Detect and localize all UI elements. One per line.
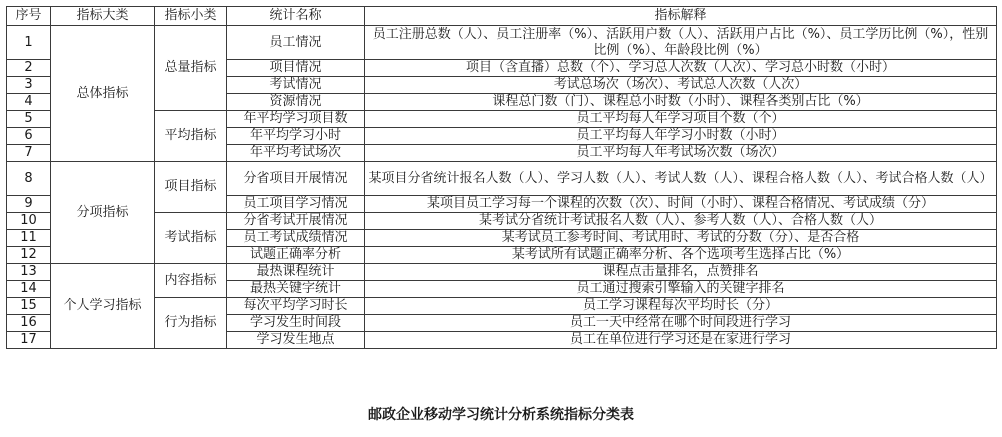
stat-name: 员工项目学习情况 <box>227 196 365 213</box>
table-row <box>7 264 997 281</box>
stat-explanation: 员工学习课程每次平均时长（分） <box>365 298 997 315</box>
category-cell: 个人学习指标 <box>51 264 155 349</box>
header-seq: 序号 <box>7 7 51 26</box>
row-number: 14 <box>7 281 51 298</box>
row-number: 13 <box>7 264 51 281</box>
row-number: 12 <box>7 247 51 264</box>
indicator-table <box>6 6 997 349</box>
stat-explanation: 项目（含直播）总数（个）、学习总人次数（人次）、学习总小时数（小时） <box>365 60 997 77</box>
category-cell: 分项指标 <box>51 162 155 264</box>
table-figure <box>6 6 996 423</box>
stat-explanation: 课程点击量排名，点赞排名 <box>365 264 997 281</box>
stat-name: 年平均学习项目数 <box>227 111 365 128</box>
stat-name: 最热课程统计 <box>227 264 365 281</box>
stat-name: 年平均学习小时 <box>227 128 365 145</box>
stat-name: 资源情况 <box>227 94 365 111</box>
subcategory-cell: 行为指标 <box>155 298 227 349</box>
stat-name: 分省考试开展情况 <box>227 213 365 230</box>
stat-name: 员工考试成绩情况 <box>227 230 365 247</box>
stat-explanation: 某考试所有试题正确率分析、各个选项考生选择占比（%） <box>365 247 997 264</box>
row-number: 1 <box>7 26 51 60</box>
stat-name: 项目情况 <box>227 60 365 77</box>
stat-explanation: 某考试分省统计考试报名人数（人）、参考人数（人）、合格人数（人） <box>365 213 997 230</box>
stat-name: 员工情况 <box>227 26 365 60</box>
stat-explanation: 考试总场次（场次）、考试总人次数（人次） <box>365 77 997 94</box>
row-number: 6 <box>7 128 51 145</box>
stat-name: 考试情况 <box>227 77 365 94</box>
table-row <box>7 111 997 128</box>
stat-explanation: 课程总门数（门）、课程总小时数（小时）、课程各类别占比（%） <box>365 94 997 111</box>
stat-explanation: 某项目分省统计报名人数（人）、学习人数（人）、考试人数（人）、课程合格人数（人）、考试合格人数（人） <box>365 162 997 196</box>
row-number: 4 <box>7 94 51 111</box>
stat-name: 学习发生地点 <box>227 332 365 349</box>
row-number: 9 <box>7 196 51 213</box>
stat-explanation: 某考试员工参考时间、考试用时、考试的分数（分）、是否合格 <box>365 230 997 247</box>
row-number: 5 <box>7 111 51 128</box>
stat-name: 学习发生时间段 <box>227 315 365 332</box>
table-caption: 邮政企业移动学习统计分析系统指标分类表 <box>368 407 634 423</box>
stat-explanation: 员工在单位进行学习还是在家进行学习 <box>365 332 997 349</box>
table-row <box>7 26 997 60</box>
header-stat-name: 统计名称 <box>227 7 365 26</box>
subcategory-cell: 总量指标 <box>155 26 227 111</box>
stat-explanation: 员工一天中经常在哪个时间段进行学习 <box>365 315 997 332</box>
row-number: 16 <box>7 315 51 332</box>
table-row <box>7 213 997 230</box>
header-explanation: 指标解释 <box>365 7 997 26</box>
table-row <box>7 162 997 196</box>
stat-explanation: 某项目员工学习每一个课程的次数（次）、时间（小时）、课程合格情况、考试成绩（分） <box>365 196 997 213</box>
subcategory-cell: 项目指标 <box>155 162 227 213</box>
subcategory-cell: 平均指标 <box>155 111 227 162</box>
stat-name: 最热关键字统计 <box>227 281 365 298</box>
row-number: 3 <box>7 77 51 94</box>
table-row <box>7 298 997 315</box>
stat-explanation: 员工注册总数（人）、员工注册率（%）、活跃用户数（人）、活跃用户占比（%）、员工学历比例（%），性别比例（%）、年龄段比例（%） <box>365 26 997 60</box>
header-category: 指标大类 <box>51 7 155 26</box>
subcategory-cell: 内容指标 <box>155 264 227 298</box>
subcategory-cell: 考试指标 <box>155 213 227 264</box>
table-header-row <box>7 7 997 26</box>
stat-name: 试题正确率分析 <box>227 247 365 264</box>
stat-name: 分省项目开展情况 <box>227 162 365 196</box>
row-number: 2 <box>7 60 51 77</box>
header-subcategory: 指标小类 <box>155 7 227 26</box>
category-cell: 总体指标 <box>51 26 155 162</box>
row-number: 10 <box>7 213 51 230</box>
row-number: 8 <box>7 162 51 196</box>
stat-explanation: 员工平均每人年学习小时数（小时） <box>365 128 997 145</box>
row-number: 7 <box>7 145 51 162</box>
row-number: 17 <box>7 332 51 349</box>
stat-explanation: 员工通过搜索引擎输入的关键字排名 <box>365 281 997 298</box>
stat-explanation: 员工平均每人年考试场次数（场次） <box>365 145 997 162</box>
row-number: 11 <box>7 230 51 247</box>
stat-explanation: 员工平均每人年学习项目个数（个） <box>365 111 997 128</box>
row-number: 15 <box>7 298 51 315</box>
stat-name: 年平均考试场次 <box>227 145 365 162</box>
stat-name: 每次平均学习时长 <box>227 298 365 315</box>
